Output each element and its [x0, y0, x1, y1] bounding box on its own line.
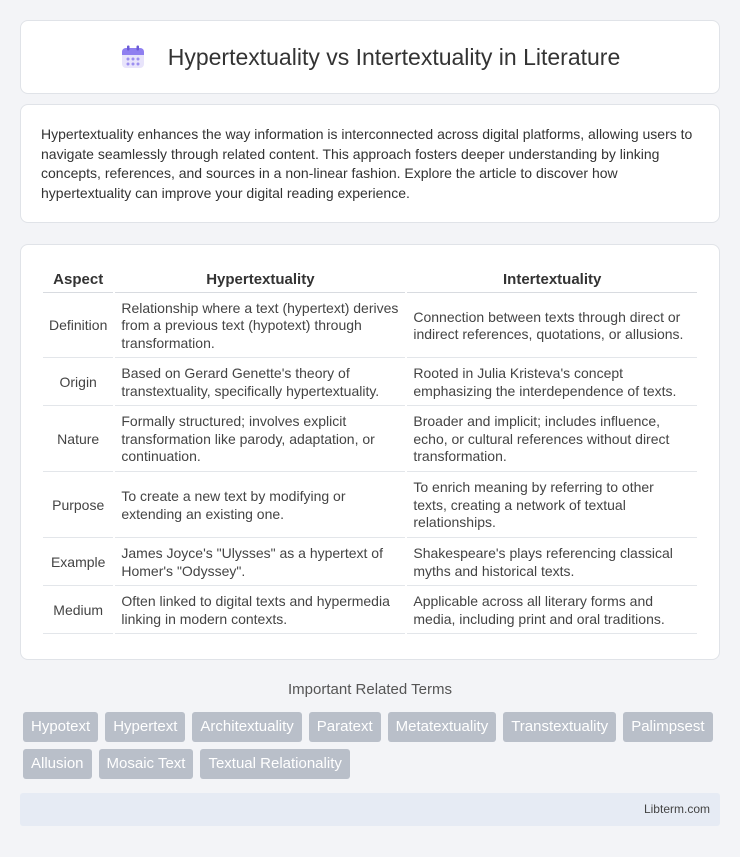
related-terms-tags: [23, 712, 723, 786]
table-header-row: [43, 267, 697, 293]
related-terms-title: Important Related Terms: [288, 681, 452, 698]
table-row: [43, 540, 697, 586]
tag-transtextuality[interactable]: Transtextuality: [503, 712, 616, 742]
cell-intertextuality: Broader and implicit; includes influence, echo, or cultural references without direct transformation.: [407, 408, 697, 472]
cell-hypertextuality: Relationship where a text (hypertext) derives from a previous text (hypotext) through transformation.: [115, 295, 405, 358]
table-row: [43, 588, 697, 634]
cell-intertextuality: Applicable across all literary forms and media, including print and oral traditions.: [407, 588, 697, 634]
cell-hypertextuality: Formally structured; involves explicit transformation like parody, adaptation, or continuation.: [115, 408, 405, 472]
comparison-table: [41, 265, 699, 636]
cell-hypertextuality: Based on Gerard Genette's theory of transtextuality, specifically hypertextuality.: [115, 360, 405, 406]
cell-intertextuality: To enrich meaning by referring to other texts, creating a network of textual relationships.: [407, 474, 697, 538]
cell-hypertextuality: To create a new text by modifying or extending an existing one.: [115, 474, 405, 538]
page-title: Hypertextuality vs Intertextuality in Literature: [167, 43, 621, 70]
intro-text: Hypertextuality enhances the way information is interconnected across digital platforms, allowing users to navigate seamlessly through related content. This approach fosters deeper understanding by linking concepts, references, and sources in a non-linear fashion. Explore the article to discover how hypertextuality can improve your digital reading experience.: [41, 126, 693, 201]
cell-intertextuality: Rooted in Julia Kristeva's concept emphasizing the interdependence of texts.: [407, 360, 697, 406]
tag-hypertext[interactable]: Hypertext: [105, 712, 185, 742]
cell-aspect: Nature: [43, 408, 113, 472]
header-aspect: Aspect: [43, 267, 113, 293]
footer: [20, 793, 720, 826]
cell-aspect: Example: [43, 540, 113, 586]
tag-hypotext[interactable]: Hypotext: [23, 712, 98, 742]
footer-brand-link[interactable]: Libterm.com: [643, 802, 710, 816]
cell-intertextuality: Shakespeare's plays referencing classical myths and historical texts.: [407, 540, 697, 586]
tag-metatextuality[interactable]: Metatextuality: [388, 712, 497, 742]
tag-architextuality[interactable]: Architextuality: [192, 712, 301, 742]
tag-textual-relationality[interactable]: Textual Relationality: [200, 749, 349, 779]
calendar-icon: [120, 44, 146, 70]
intro-card: [20, 104, 720, 223]
cell-aspect: Medium: [43, 588, 113, 634]
cell-hypertextuality: James Joyce's "Ulysses" as a hypertext of Homer's "Odyssey".: [115, 540, 405, 586]
table-row: [43, 474, 697, 538]
comparison-table-card: [20, 244, 720, 660]
tag-paratext[interactable]: Paratext: [309, 712, 381, 742]
header-hypertextuality: Hypertextuality: [115, 267, 405, 293]
tag-mosaic-text[interactable]: Mosaic Text: [99, 749, 194, 779]
cell-aspect: Definition: [43, 295, 113, 358]
tag-palimpsest[interactable]: Palimpsest: [623, 712, 712, 742]
cell-intertextuality: Connection between texts through direct or indirect references, quotations, or allusions.: [407, 295, 697, 358]
tag-allusion[interactable]: Allusion: [23, 749, 92, 779]
cell-hypertextuality: Often linked to digital texts and hypermedia linking in modern contexts.: [115, 588, 405, 634]
cell-aspect: Purpose: [43, 474, 113, 538]
table-row: [43, 408, 697, 472]
cell-aspect: Origin: [43, 360, 113, 406]
table-row: [43, 360, 697, 406]
title-card: [20, 20, 720, 94]
header-intertextuality: Intertextuality: [407, 267, 697, 293]
table-row: [43, 295, 697, 358]
